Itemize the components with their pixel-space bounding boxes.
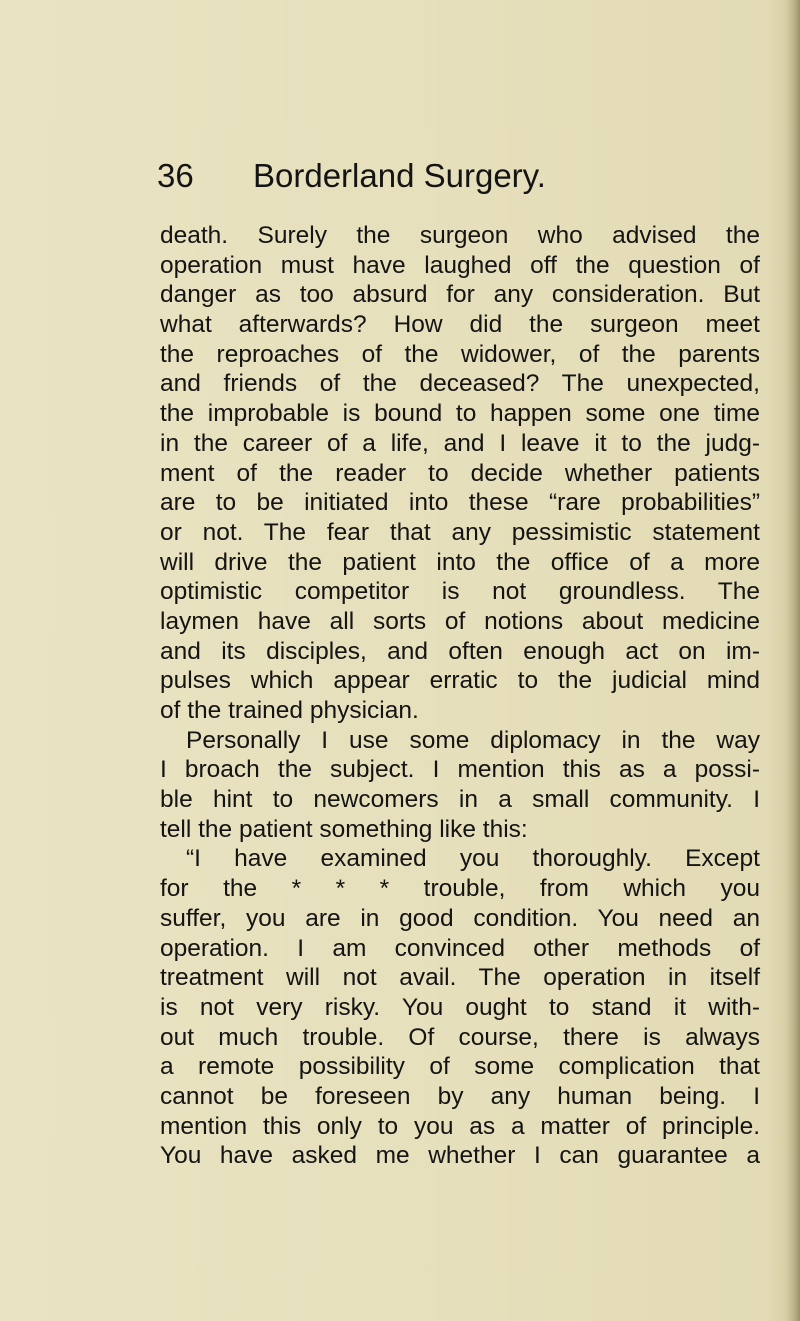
page-edge-shadow — [786, 0, 800, 1321]
text-line: cannot be foreseen by any human being. I — [160, 1082, 760, 1110]
text-line: optimistic competitor is not groundless. The — [160, 578, 760, 606]
text-line: danger as too absurd for any consideration. But — [160, 281, 760, 309]
text-line: the improbable is bound to happen some one time — [160, 400, 760, 428]
text-line: ble hint to newcomers in a small community. I — [160, 786, 760, 814]
text-line: treatment will not avail. The operation in itself — [160, 964, 760, 992]
running-title: Borderland Surgery. — [253, 157, 546, 194]
text-line: I broach the subject. I mention this as a possi- — [160, 756, 760, 784]
paragraph-end-line: tell the patient something like this: — [160, 815, 528, 843]
text-line: for the * * * trouble, from which you — [160, 875, 760, 903]
text-line: death. Surely the surgeon who advised the — [160, 222, 760, 249]
text-line: are to be initiated into these “rare probabilities” — [160, 489, 760, 517]
page-number: 36 — [157, 157, 194, 194]
body-text — [160, 221, 760, 1171]
paragraph-start-line: Personally I use some diplomacy in the way — [186, 726, 760, 754]
text-line: and friends of the deceased? The unexpected, — [160, 370, 760, 398]
text-line: out much trouble. Of course, there is always — [160, 1023, 760, 1051]
text-line: suffer, you are in good condition. You need an — [160, 904, 760, 932]
text-line: and its disciples, and often enough act on im- — [160, 637, 760, 665]
paragraph-start-line: “I have examined you thoroughly. Except — [186, 845, 760, 873]
page-header — [157, 156, 717, 196]
text-line: ment of the reader to decide whether patients — [160, 459, 760, 487]
text-line: the reproaches of the widower, of the parents — [160, 340, 760, 368]
text-line: pulses which appear erratic to the judicial mind — [160, 667, 760, 695]
text-line: mention this only to you as a matter of principle. — [160, 1112, 760, 1140]
text-line: what afterwards? How did the surgeon meet — [160, 311, 760, 339]
text-line: operation. I am convinced other methods of — [160, 934, 760, 962]
text-line: or not. The fear that any pessimistic statement — [160, 518, 760, 546]
text-line: operation must have laughed off the question of — [160, 251, 760, 279]
text-line: in the career of a life, and I leave it to the judg- — [160, 429, 760, 457]
text-line: laymen have all sorts of notions about medicine — [160, 607, 760, 635]
text-line: will drive the patient into the office of a more — [160, 548, 760, 576]
text-line: a remote possibility of some complication that — [160, 1053, 760, 1081]
text-line: You have asked me whether I can guarantee a — [160, 1142, 760, 1170]
paragraph-end-line: of the trained physician. — [160, 697, 419, 724]
text-line: is not very risky. You ought to stand it with- — [160, 993, 760, 1021]
